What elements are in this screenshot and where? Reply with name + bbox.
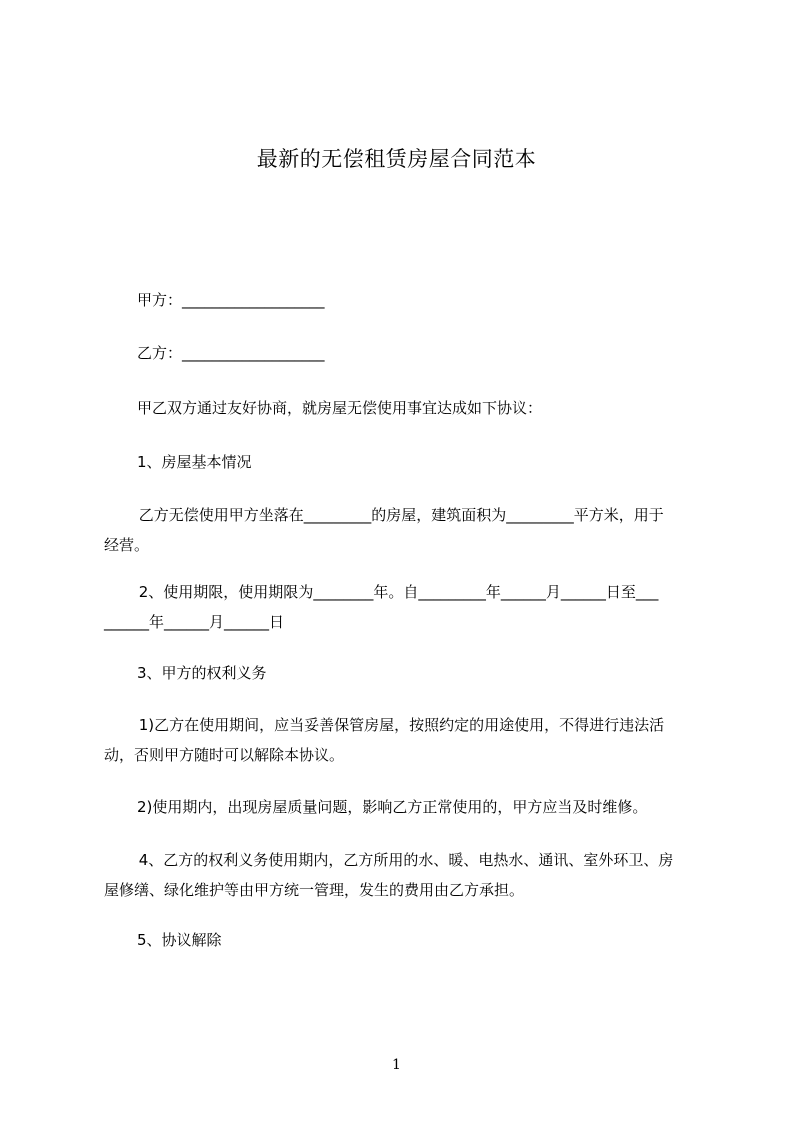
party-b-line: 乙方：___________________ [137,344,325,362]
section-4-line-2: 屋修缮、绿化维护等由甲方统一管理，发生的费用由乙方承担。 [104,881,525,899]
section-3-item-2: 2)使用期内，出现房屋质量问题，影响乙方正常使用的，甲方应当及时维修。 [137,798,648,816]
section-2-paragraph [104,577,704,637]
section-3-item-1-line-2: 动，否则甲方随时可以解除本协议。 [104,746,345,764]
party-a-line: 甲方：___________________ [137,291,325,309]
document-title: 最新的无偿租赁房屋合同范本 [256,147,537,171]
section-4-paragraph [104,845,704,905]
section-2-line-2: ______年______月______日 [104,613,285,631]
intro-paragraph: 甲乙双方通过友好协商，就房屋无偿使用事宜达成如下协议： [137,399,543,417]
section-1-heading: 1、房屋基本情况 [137,453,252,471]
section-3-item-1 [104,710,704,770]
section-1-line-1: 乙方无偿使用甲方坐落在_________的房屋，建筑面积为_________平方米，用于 [134,506,664,524]
section-3-item-1-line-1: 1)乙方在使用期间，应当妥善保管房屋，按照约定的用途使用，不得进行违法活 [134,716,665,734]
section-5-heading: 5、协议解除 [137,931,222,949]
section-4-line-1: 4、乙方的权利义务使用期内，乙方所用的水、暖、电热水、通讯、室外环卫、房 [134,851,674,869]
page-number: 1 [392,1057,401,1073]
section-1-paragraph [104,500,704,560]
section-2-line-1: 2、使用期限，使用期限为________年。自_________年______月______日至___ [134,583,659,601]
section-3-heading: 3、甲方的权利义务 [137,664,267,682]
section-1-line-2: 经营。 [104,536,150,554]
